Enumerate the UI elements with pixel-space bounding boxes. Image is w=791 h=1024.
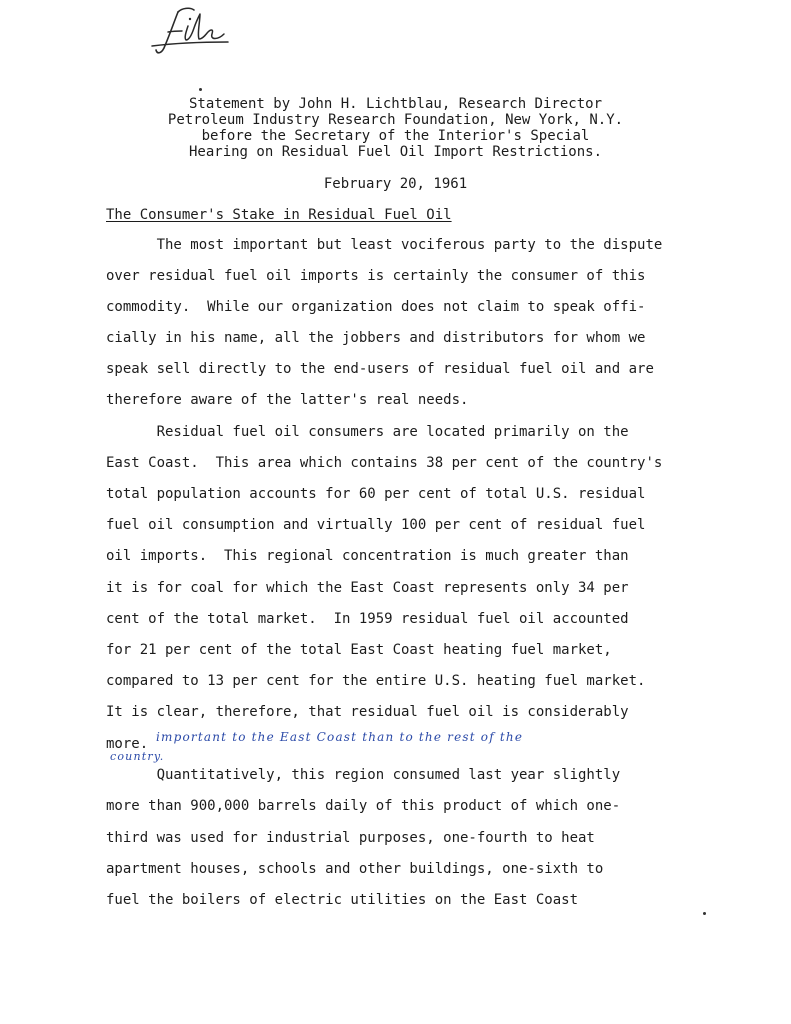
statement-header-line-4: Hearing on Residual Fuel Oil Import Restrictions.	[188, 144, 602, 160]
statement-date: February 20, 1961	[323, 176, 468, 192]
body-line: over residual fuel oil imports is certainly the consumer of this	[106, 268, 646, 284]
handwritten-insert-line-1: important to the East Coast than to the rest of the	[156, 730, 524, 744]
section-heading: The Consumer's Stake in Residual Fuel Oil	[106, 207, 452, 223]
body-line: it is for coal for which the East Coast represents only 34 per	[106, 580, 629, 596]
body-line: Quantitatively, this region consumed last year slightly	[106, 767, 621, 783]
body-line: oil imports. This regional concentration is much greater than	[106, 548, 629, 564]
body-line: East Coast. This area which contains 38 per cent of the country's	[106, 455, 663, 471]
body-line: It is clear, therefore, that residual fuel oil is considerably	[106, 704, 629, 720]
statement-header-line-2: Petroleum Industry Research Foundation, New York, N.Y.	[167, 112, 624, 128]
statement-header-line-3: before the Secretary of the Interior's Special	[201, 128, 590, 144]
body-line: for 21 per cent of the total East Coast heating fuel market,	[106, 642, 612, 658]
body-line: fuel the boilers of electric utilities on the East Coast	[106, 892, 579, 908]
body-line: apartment houses, schools and other buildings, one-sixth to	[106, 861, 604, 877]
stray-mark	[199, 88, 202, 91]
stray-mark	[703, 912, 706, 915]
body-line: more.	[106, 736, 149, 752]
body-line: cially in his name, all the jobbers and distributors for whom we	[106, 330, 646, 346]
body-line: total population accounts for 60 per cent of total U.S. residual	[106, 486, 646, 502]
body-line: commodity. While our organization does not claim to speak offi-	[106, 299, 646, 315]
body-line: cent of the total market. In 1959 residual fuel oil accounted	[106, 611, 629, 627]
handwritten-file-note	[148, 4, 238, 58]
body-line: speak sell directly to the end-users of residual fuel oil and are	[106, 361, 654, 377]
handwritten-insert-line-2: country.	[110, 750, 165, 763]
body-line: therefore aware of the latter's real needs.	[106, 392, 469, 408]
body-line: compared to 13 per cent for the entire U.S. heating fuel market.	[106, 673, 646, 689]
body-line: Residual fuel oil consumers are located primarily on the	[106, 424, 629, 440]
body-line: The most important but least vociferous party to the dispute	[106, 237, 663, 253]
body-line: third was used for industrial purposes, one-fourth to heat	[106, 830, 595, 846]
body-line: fuel oil consumption and virtually 100 per cent of residual fuel	[106, 517, 646, 533]
statement-header-line-1: Statement by John H. Lichtblau, Research Director	[188, 96, 602, 112]
body-line: more than 900,000 barrels daily of this product of which one-	[106, 798, 621, 814]
